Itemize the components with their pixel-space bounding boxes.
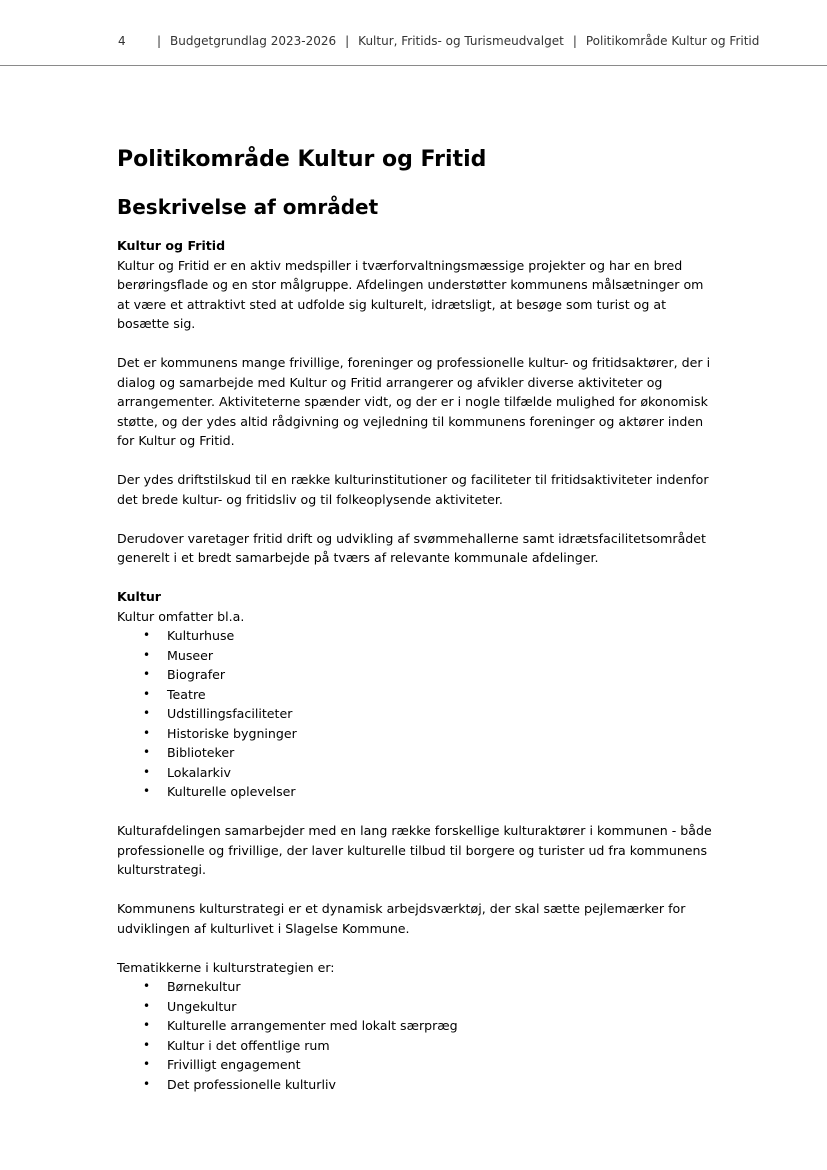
list-item: • Kulturhuse bbox=[167, 626, 717, 646]
bullet-icon: • bbox=[143, 979, 151, 993]
bullet-icon: • bbox=[143, 628, 151, 642]
kultur-fritid-paragraph-1: Kultur og Fritid er en aktiv medspiller i tværforvaltningsmæssige projekter og har en bred berøringsflade og en stor målgruppe. Afdelingen understøtter kommunens målsætninger om at være et attraktivt sted at udfolde sig kulturelt, idrætsligt, at besøge som turist og at bosætte sig. bbox=[117, 257, 704, 331]
bullet-icon: • bbox=[143, 686, 151, 701]
kultur-paragraph-2: Kommunens kulturstrategi er et dynamisk arbejdsværktøj, der skal sætte pejlemærker for udviklingen af kulturlivet i Slagelse Kommune. bbox=[117, 901, 686, 936]
header-committee: Kultur, Fritids- og Turismeudvalget bbox=[358, 34, 564, 48]
list-item: • Frivilligt engagement bbox=[167, 1055, 717, 1075]
bullet-icon: • bbox=[143, 1076, 151, 1091]
list-item: • Teatre bbox=[167, 685, 717, 705]
kultur-fritid-paragraph-3: Der ydes driftstilskud til en række kulturinstitutioner og faciliteter til fritidsaktiviteter indenfor det brede kultur- og fritidsliv og til folkeoplysende aktiviteter. bbox=[117, 472, 709, 507]
kultur-list bbox=[117, 626, 717, 802]
bullet-icon: • bbox=[143, 784, 151, 798]
list-item: • Biografer bbox=[167, 665, 717, 685]
list-item: • Biblioteker bbox=[167, 743, 717, 763]
header-separator: | bbox=[157, 34, 162, 48]
header-row bbox=[118, 34, 759, 48]
bullet-icon: • bbox=[143, 667, 151, 681]
themes-intro: Tematikkerne i kulturstrategien er: bbox=[117, 959, 335, 975]
page-header bbox=[0, 0, 827, 66]
list-item: • Lokalarkiv bbox=[167, 763, 717, 783]
list-item: • Historiske bygninger bbox=[167, 724, 717, 744]
list-item: • Ungekultur bbox=[167, 997, 717, 1017]
section-title: Beskrivelse af området bbox=[117, 195, 379, 219]
kultur-heading: Kultur bbox=[117, 589, 162, 604]
list-item: • Kulturelle arrangementer med lokalt særpræg bbox=[167, 1016, 717, 1036]
bullet-icon: • bbox=[143, 998, 151, 1013]
bullet-icon: • bbox=[143, 764, 151, 779]
kultur-fritid-heading: Kultur og Fritid bbox=[117, 238, 226, 253]
list-item: • Kulturelle oplevelser bbox=[167, 782, 717, 802]
bullet-icon: • bbox=[143, 1037, 151, 1052]
kultur-fritid-paragraph-2: Det er kommunens mange frivillige, foreninger og professionelle kultur- og fritidsaktører, der i dialog og samarbejde med Kultur og Fritid arrangerer og afvikler diverse aktiviteter og arrangementer. Aktiviteterne spænder vidt, og der er i nogle tilfælde mulighed for økonomisk støtte, og der ydes altid rådgivning og vejledning til kommunens foreninger og aktører inden for Kultur og Fritid. bbox=[117, 355, 711, 448]
kultur-fritid-paragraph-4: Derudover varetager fritid drift og udvikling af svømmehallerne samt idrætsfacilitetsområdet generelt i et bredt samarbejde på tværs af relevante kommunale afdelinger. bbox=[117, 530, 706, 565]
bullet-icon: • bbox=[143, 745, 151, 759]
page-number: 4 bbox=[118, 34, 126, 48]
header-area: Politikområde Kultur og Fritid bbox=[585, 34, 760, 48]
list-item: • Udstillingsfaciliteter bbox=[167, 704, 717, 724]
bullet-icon: • bbox=[143, 725, 151, 740]
page-content bbox=[117, 144, 717, 1094]
list-item: • Det professionelle kulturliv bbox=[167, 1075, 717, 1095]
list-item: • Børnekultur bbox=[167, 977, 717, 997]
kultur-paragraph-1: Kulturafdelingen samarbejder med en lang række forskellige kulturaktører i kommunen - både professionelle og frivillige, der laver kulturelle tilbud til borgere og turister ud fra kommunens kulturstrategi. bbox=[117, 823, 712, 877]
header-doc-title: Budgetgrundlag 2023-2026 bbox=[170, 34, 337, 48]
page-title: Politikområde Kultur og Fritid bbox=[117, 147, 487, 172]
bullet-icon: • bbox=[143, 647, 151, 662]
list-item: • Kultur i det offentlige rum bbox=[167, 1036, 717, 1056]
header-separator: | bbox=[572, 34, 577, 48]
list-item: • Museer bbox=[167, 646, 717, 666]
bullet-icon: • bbox=[143, 1018, 151, 1032]
bullet-icon: • bbox=[143, 1057, 151, 1071]
header-separator: | bbox=[345, 34, 350, 48]
bullet-icon: • bbox=[143, 706, 151, 720]
themes-list bbox=[117, 977, 717, 1094]
kultur-intro: Kultur omfatter bl.a. bbox=[117, 608, 245, 624]
